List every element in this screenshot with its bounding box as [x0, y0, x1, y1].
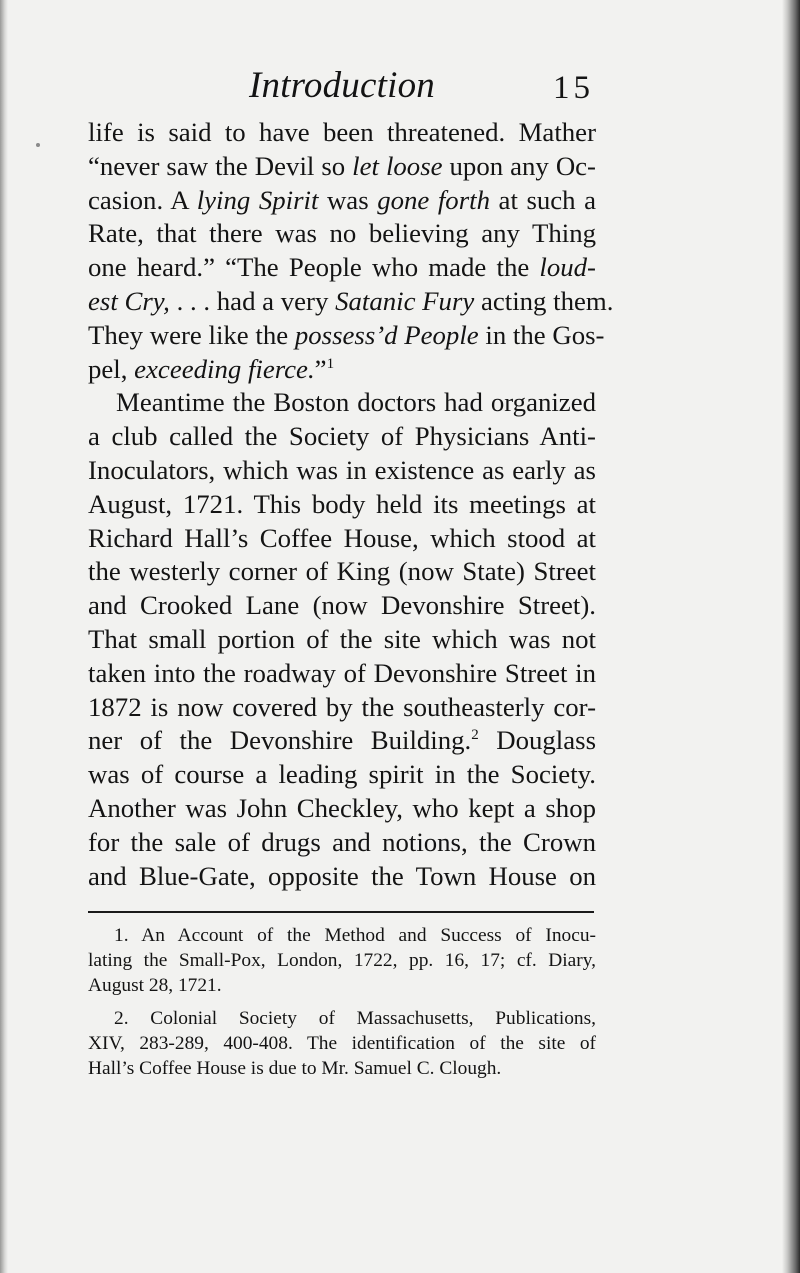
footnote-rule: [88, 911, 594, 913]
text-line: [88, 826, 596, 860]
text-line: [88, 758, 596, 792]
footnote-line: Hall’s Coffee House is due to Mr. Samuel C. Clough.: [88, 1058, 502, 1080]
text-run: taken into the roadway of Devonshire Street in: [88, 657, 596, 688]
italic-text: loud-: [539, 252, 596, 283]
text-run: acting them.: [474, 285, 614, 316]
text-run: They were like the: [88, 319, 295, 350]
footnote-gap: [88, 998, 596, 1006]
text-line: [88, 657, 596, 691]
footnote-line: August 28, 1721.: [88, 975, 222, 997]
scan-edge-left: [0, 0, 8, 1273]
text-run: August, 1721. This body held its meetings at: [88, 488, 596, 519]
text-line: [88, 353, 596, 387]
footnote-line: 1. An Account of the Method and Success of Inocu-: [114, 925, 596, 947]
text-line: [88, 116, 596, 150]
footnote-line: XIV, 283-289, 400-408. The identification of the site of: [88, 1033, 596, 1055]
text-run: casion. A: [88, 184, 197, 215]
running-title: Introduction: [248, 65, 435, 106]
text-line: [88, 251, 596, 285]
text-line: [88, 555, 596, 589]
text-line: [88, 623, 596, 657]
text-run: for the sale of drugs and notions, the Crown: [88, 826, 596, 857]
italic-text: lying Spirit: [196, 184, 319, 215]
text-line: [88, 792, 596, 826]
text-run: ner of the Devonshire Building.: [88, 725, 472, 756]
text-run: Meantime the Boston doctors had organized: [116, 387, 596, 418]
text-run: at such a: [489, 184, 597, 215]
text-run: ”: [314, 353, 327, 384]
text-line: [88, 184, 596, 218]
italic-text: Satanic Fury: [335, 285, 475, 316]
text-run: one heard.” “The People who made the: [88, 252, 540, 283]
text-run: “never saw the Devil so: [88, 150, 353, 181]
text-line: [88, 522, 596, 556]
text-line: [88, 386, 596, 420]
italic-text: possess’d People: [294, 319, 479, 350]
text-line: [88, 589, 596, 623]
text-line: [88, 150, 596, 184]
text-run: a club called the Society of Physicians Anti-: [88, 421, 596, 452]
body-text: [88, 116, 614, 893]
running-head: [88, 60, 596, 116]
footnote-line: 2. Colonial Society of Massachusetts, Publications,: [114, 1008, 596, 1030]
text-run: was of course a leading spirit in the Society.: [88, 759, 596, 790]
text-run: in the Gos-: [478, 319, 605, 350]
page-number: 15: [553, 70, 594, 106]
footnotes: [88, 923, 596, 1081]
footnote: [88, 1006, 596, 1081]
footnote: [88, 923, 596, 998]
text-run: the westerly corner of King (now State) Street: [88, 556, 596, 587]
text-line: [88, 724, 596, 758]
text-run: Inoculators, which was in existence as early as: [88, 454, 596, 485]
text-run: and Crooked Lane (now Devonshire Street).: [88, 590, 596, 621]
text-line: [88, 488, 596, 522]
footnote-reference: 1: [326, 355, 335, 372]
text-run: was: [318, 184, 378, 215]
book-page: [88, 60, 614, 1081]
italic-text: est Cry,: [88, 285, 170, 316]
text-run: and Blue-Gate, opposite the Town House on: [88, 860, 596, 891]
text-line: [88, 319, 605, 353]
text-run: 1872 is now covered by the southeasterly cor-: [88, 691, 596, 722]
text-line: [88, 285, 614, 319]
text-run: That small portion of the site which was not: [88, 623, 596, 654]
text-line: [88, 420, 596, 454]
text-run: life is said to have been threatened. Mather: [88, 117, 596, 147]
text-run: Rate, that there was no believing any Thing: [88, 218, 596, 249]
text-run: pel,: [88, 353, 135, 384]
italic-text: gone forth: [377, 184, 490, 215]
margin-speck: [36, 143, 40, 147]
footnote-reference: 2: [471, 727, 479, 744]
footnote-line: lating the Small-Pox, London, 1722, pp. 16, 17; cf. Diary,: [88, 950, 596, 972]
text-line: [88, 454, 596, 488]
text-line: [88, 860, 596, 894]
text-run: Douglass: [478, 725, 596, 756]
binding-shadow-right: [782, 0, 800, 1273]
text-run: . . . had a very: [169, 285, 336, 316]
italic-text: exceeding fierce.: [134, 353, 315, 384]
italic-text: let loose: [352, 150, 443, 181]
text-line: [88, 217, 596, 251]
text-run: Another was John Checkley, who kept a shop: [88, 792, 596, 823]
text-run: Richard Hall’s Coffee House, which stood at: [88, 522, 596, 553]
text-run: upon any Oc-: [442, 150, 596, 181]
text-line: [88, 691, 596, 725]
